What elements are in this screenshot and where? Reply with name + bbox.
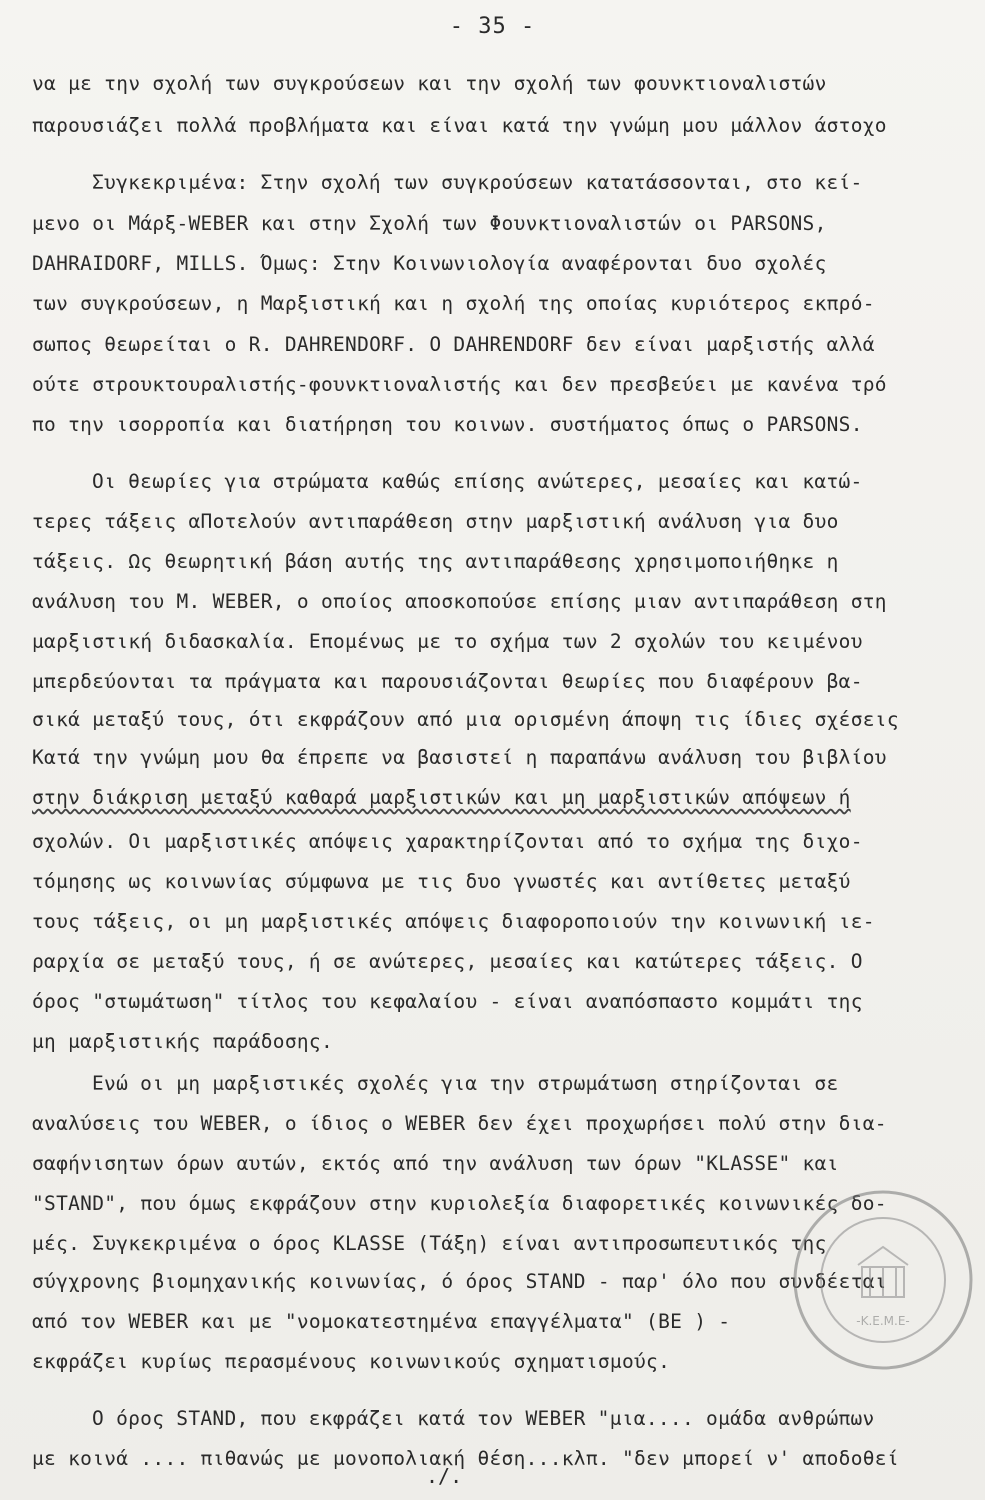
- text-line: DAHRAIDORF, MILLS. Όμως: Στην Κοινωνιολογία αναφέρονται δυο σχολές: [32, 252, 827, 275]
- text-line: μαρξιστική διδασκαλία. Επομένως με το σχήμα των 2 σχολών του κειμένου: [32, 630, 863, 653]
- text-line: αναλύσεις του WEBER, ο ίδιος ο WEBER δεν έχει προχωρήσει πολύ στην δια-: [32, 1112, 887, 1135]
- text-line: Ενώ οι μη μαρξιστικές σχολές για την στρωμάτωση στηρίζονται σε: [92, 1072, 839, 1095]
- text-line: σύγχρονης βιομηχανικής κοινωνίας, ό όρος STAND - παρ' όλο που συνδέεται: [32, 1270, 887, 1293]
- text-line: σωπος θεωρείται ο R. DAHRENDORF. Ο DAHRENDORF δεν είναι μαρξιστής αλλά: [32, 333, 875, 356]
- text-line: σικά μεταξύ τους, ότι εκφράζουν από μια ορισμένη άποψη τις ίδιες σχέσεις: [32, 708, 899, 731]
- text-line: όρος "στωμάτωση" τίτλος του κεφαλαίου - είναι αναπόσπαστο κομμάτι της: [32, 990, 863, 1013]
- text-line: τόμησης ως κοινωνίας σύμφωνα με τις δυο γνωστές και αντίθετες μεταξύ: [32, 870, 851, 893]
- text-line: μη μαρξιστικής παράδοσης.: [32, 1030, 333, 1053]
- text-line: με κοινά .... πιθανώς με μονοπολιακή θέση...κλπ. "δεν μπορεί ν' αποδοθεί: [32, 1447, 899, 1470]
- text-line: να με την σχολή των συγκρούσεων και την σχολή των φουνκτιοναλιστών: [32, 72, 827, 95]
- text-line: τους τάξεις, οι μη μαρξιστικές απόψεις διαφοροποιούν την κοινωνική ιε-: [32, 910, 875, 933]
- page-number: - 35 -: [449, 14, 536, 39]
- text-line: ραρχία σε μεταξύ τους, ή σε ανώτερες, μεσαίες και κατώτερες τάξεις. Ο: [32, 950, 863, 973]
- svg-text:-Κ.Ε.Μ.Ε-: -Κ.Ε.Μ.Ε-: [856, 1314, 910, 1328]
- text-line: εκφράζει κυρίως περασμένους κοινωνικούς σχηματισμούς.: [32, 1350, 671, 1373]
- text-line: μενο οι Μάρξ-WEBER και στην Σχολή των Φουνκτιοναλιστών οι PARSONS,: [32, 212, 827, 235]
- text-line: σχολών. Οι μαρξιστικές απόψεις χαρακτηρίζονται από το σχήμα της διχο-: [32, 830, 863, 853]
- text-line: τάξεις. Ως θεωρητική βάση αυτής της αντιπαράθεσης χρησιμοποιήθηκε η: [32, 550, 839, 573]
- text-line: μές. Συγκεκριμένα ο όρος KLASSE (Τάξη) είναι αντιπροσωπευτικός της: [32, 1232, 827, 1255]
- text-line: "STAND", που όμως εκφράζουν στην κυριολεξία διαφορετικές κοινωνικές δο-: [32, 1192, 887, 1215]
- text-line: τερες τάξεις αΠοτελούν αντιπαράθεση στην μαρξιστική ανάλυση για δυο: [32, 510, 839, 533]
- text-line: Κατά την γνώμη μου θα έπρεπε να βασιστεί η παραπάνω ανάλυση του βιβλίου: [32, 746, 887, 769]
- text-line: πο την ισορροπία και διατήρηση του κοινων. συστήματος όπως ο PARSONS.: [32, 413, 863, 436]
- text-line: από τον WEBER και με "νομοκατεστημένα επαγγέλματα" (BE ) -: [32, 1310, 731, 1333]
- official-stamp-seal: [788, 1185, 978, 1375]
- text-line: σαφήνισητων όρων αυτών, εκτός από την ανάλυση των όρων "KLASSE" και: [32, 1152, 839, 1175]
- text-line: Συγκεκριμένα: Στην σχολή των συγκρούσεων κατατάσσονται, στο κεί-: [92, 171, 863, 194]
- text-line: ούτε στρουκτουραλιστής-φουνκτιοναλιστής και δεν πρεσβεύει με κανένα τρό: [32, 373, 887, 396]
- text-line: Οι θεωρίες για στρώματα καθώς επίσης ανώτερες, μεσαίες και κατώ-: [92, 470, 863, 493]
- text-line: των συγκρούσεων, η Μαρξιστική και η σχολή της οποίας κυριότερος εκπρό-: [32, 292, 875, 315]
- text-line: μπερδεύονται τα πράγματα και παρουσιάζονται θεωρίες που διαφέρουν βα-: [32, 670, 863, 693]
- underlined-text-line: στην διάκριση μεταξύ καθαρά μαρξιστικών και μη μαρξιστικών απόψεων ή: [32, 786, 851, 809]
- text-line: Ο όρος STAND, που εκφράζει κατά τον WEBER "μια.... ομάδα ανθρώπων: [92, 1407, 875, 1430]
- text-line: ανάλυση του M. WEBER, ο οποίος αποσκοπούσε επίσης μιαν αντιπαράθεση στη: [32, 590, 887, 613]
- continuation-mark: ./.: [426, 1464, 463, 1488]
- text-line: παρουσιάζει πολλά προβλήματα και είναι κατά την γνώμη μου μάλλον άστοχο: [32, 114, 887, 137]
